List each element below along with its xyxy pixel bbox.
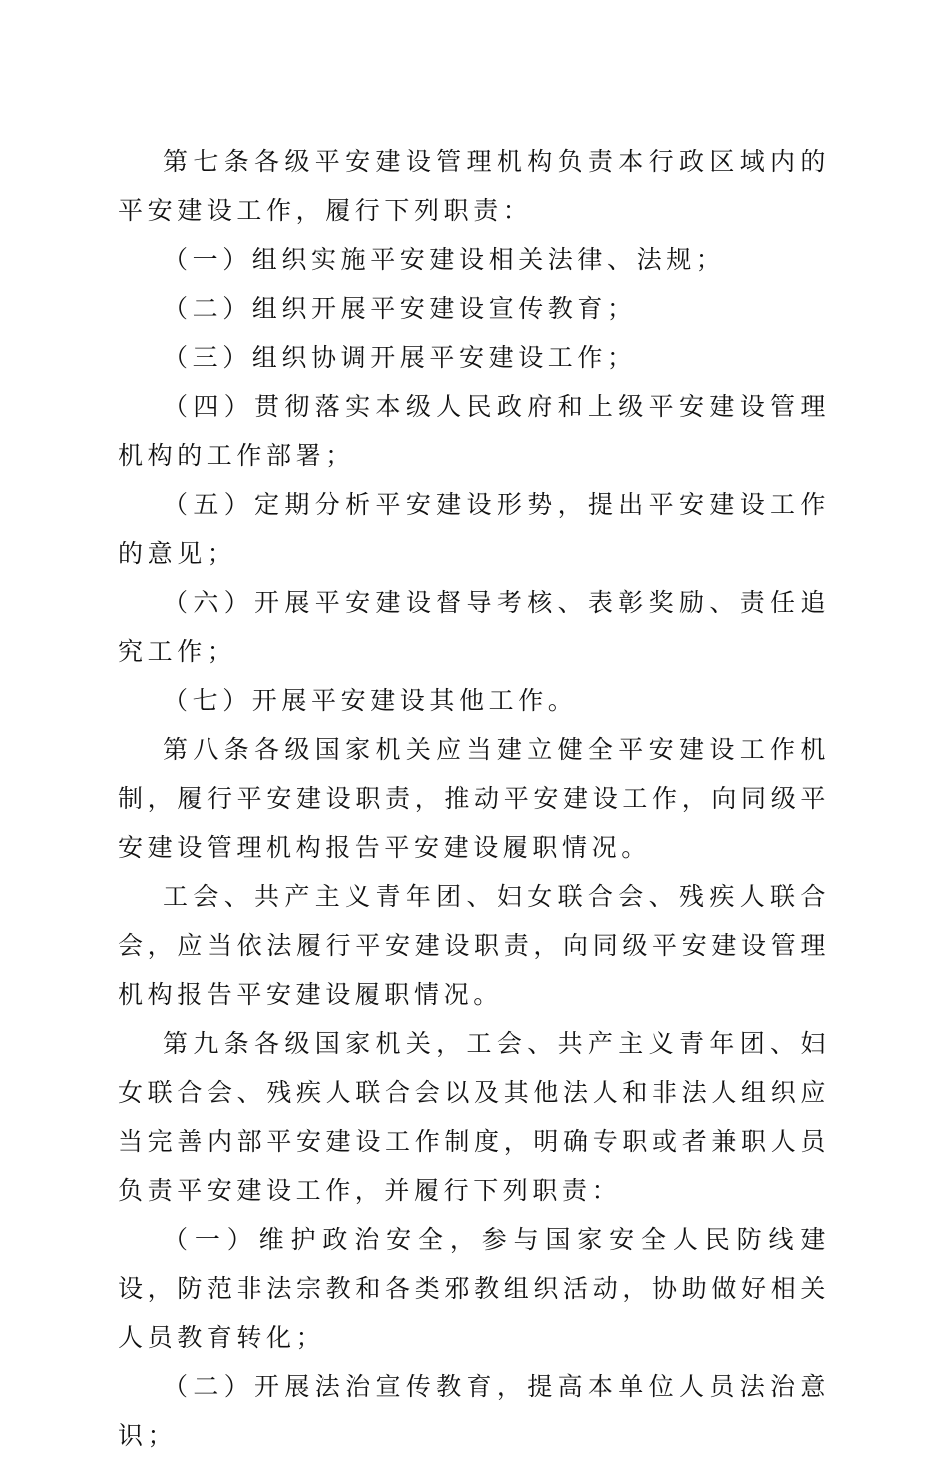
article-7-item-7: （七）开展平安建设其他工作。 <box>163 686 578 715</box>
article-9-item-2: （二）开展法治宣传教育，提高本单位人员法治意识； <box>118 1372 830 1450</box>
article-7-item-1: （一）组织实施平安建设相关法律、法规； <box>163 245 726 274</box>
article-7-item-3: （三）组织协调开展平安建设工作； <box>163 343 637 372</box>
article-8-paragraph-1: 第八条各级国家机关应当建立健全平安建设工作机制，履行平安建设职责，推动平安建设工作，向同级平安建设管理机构报告平安建设履职情况。 <box>118 735 830 862</box>
article-9-intro: 第九条各级国家机关，工会、共产主义青年团、妇女联合会、残疾人联合会以及其他法人和非法人组织应当完善内部平安建设工作制度，明确专职或者兼职人员负责平安建设工作，并履行下列职责： <box>118 1029 830 1205</box>
article-9-item-1: （一）维护政治安全，参与国家安全人民防线建设，防范非法宗教和各类邪教组织活动，协助做好相关人员教育转化； <box>118 1225 830 1352</box>
article-8-paragraph-2: 工会、共产主义青年团、妇女联合会、残疾人联合会，应当依法履行平安建设职责，向同级平安建设管理机构报告平安建设履职情况。 <box>118 882 830 1009</box>
document-page <box>118 137 830 1460</box>
article-7-item-2: （二）组织开展平安建设宣传教育； <box>163 294 637 323</box>
article-7-item-5: （五）定期分析平安建设形势，提出平安建设工作的意见； <box>118 490 830 568</box>
article-7-item-4: （四）贯彻落实本级人民政府和上级平安建设管理机构的工作部署； <box>118 392 830 470</box>
article-7-item-6: （六）开展平安建设督导考核、表彰奖励、责任追究工作； <box>118 588 830 666</box>
article-7-intro: 第七条各级平安建设管理机构负责本行政区域内的平安建设工作，履行下列职责： <box>118 147 830 225</box>
